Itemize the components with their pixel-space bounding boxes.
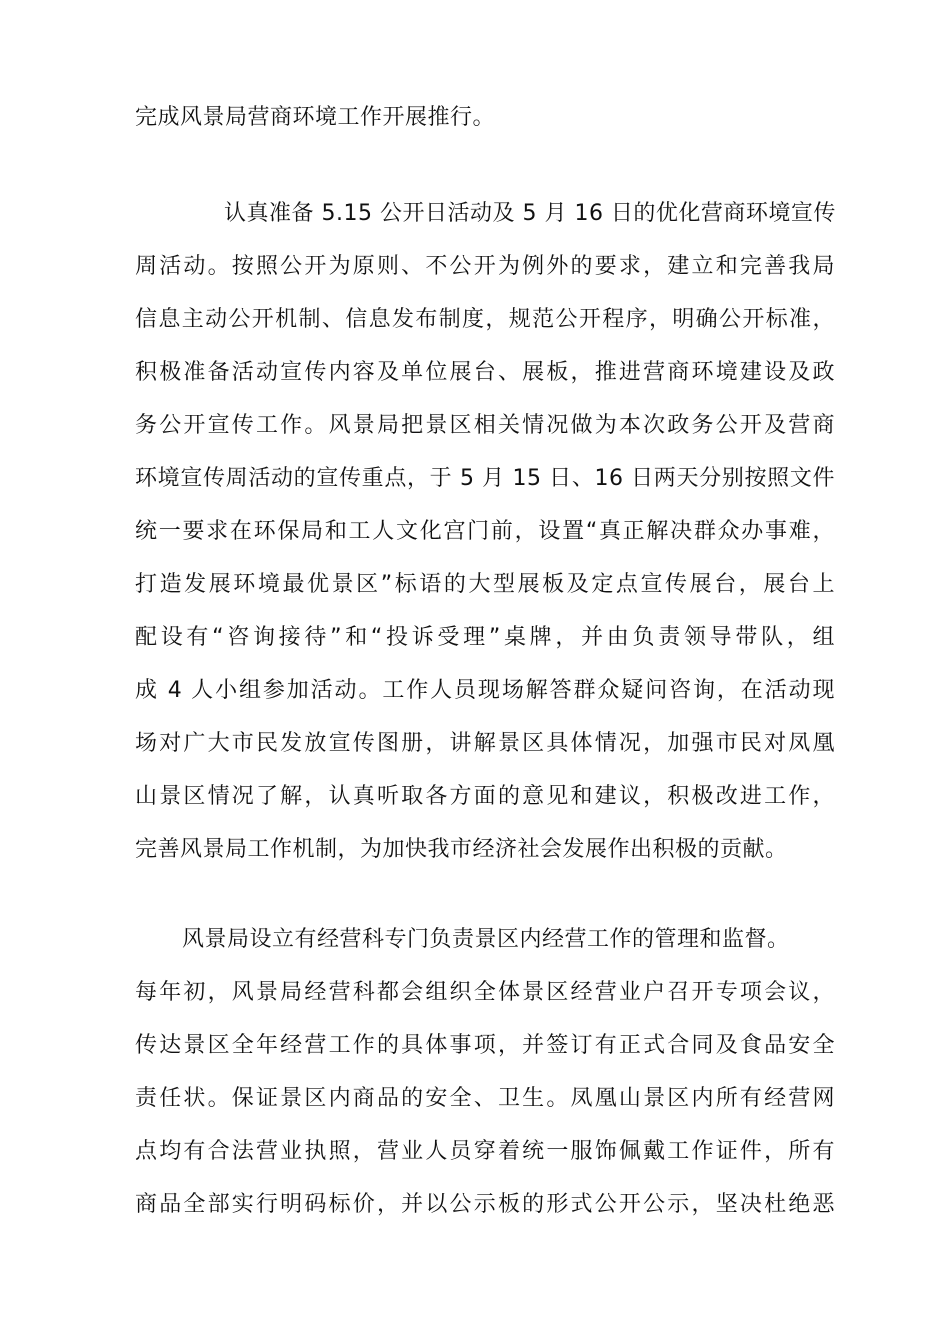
paragraph-2-line-11: 场对广大市民发放宣传图册，讲解景区具体情况，加强市民对凤凰	[135, 731, 835, 756]
paragraph-2-line-13: 完善风景局工作机制，为加快我市经济社会发展作出积极的贡献。	[135, 837, 788, 862]
paragraph-2-line-7: 统一要求在环保局和工人文化宫门前，设置“真正解决群众办事难，	[135, 519, 835, 544]
paragraph-3-line-6: 商品全部实行明码标价，并以公示板的形式公开公示，坚决杜绝恶	[135, 1192, 835, 1217]
paragraph-3-line-5: 点均有合法营业执照，营业人员穿着统一服饰佩戴工作证件，所有	[135, 1139, 835, 1164]
paragraph-2-line-4: 积极准备活动宣传内容及单位展台、展板，推进营商环境建设及政	[135, 360, 835, 385]
paragraph-2-line-1: 认真准备 5.15 公开日活动及 5 月 16 日的优化营商环境宣传	[224, 201, 836, 226]
paragraph-3-line-1: 风景局设立有经营科专门负责景区内经营工作的管理和监督。	[182, 927, 790, 952]
paragraph-2-line-5: 务公开宣传工作。风景局把景区相关情况做为本次政务公开及营商	[135, 413, 835, 438]
paragraph-3-line-4: 责任状。保证景区内商品的安全、卫生。凤凰山景区内所有经营网	[135, 1086, 835, 1111]
paragraph-3-line-2: 每年初，风景局经营科都会组织全体景区经营业户召开专项会议，	[135, 980, 835, 1005]
paragraph-2-line-10: 成 4 人小组参加活动。工作人员现场解答群众疑问咨询，在活动现	[135, 678, 835, 703]
paragraph-2-line-12: 山景区情况了解，认真听取各方面的意见和建议，积极改进工作，	[135, 784, 835, 809]
paragraph-2-line-2: 周活动。按照公开为原则、不公开为例外的要求，建立和完善我局	[135, 254, 835, 279]
paragraph-1-line-1: 完成风景局营商环境工作开展推行。	[135, 105, 496, 130]
paragraph-2-line-6: 环境宣传周活动的宣传重点，于 5 月 15 日、16 日两天分别按照文件	[135, 466, 835, 491]
paragraph-2-line-9: 配设有“咨询接待”和“投诉受理”桌牌，并由负责领导带队，组	[135, 625, 835, 650]
paragraph-2-line-3: 信息主动公开机制、信息发布制度，规范公开程序，明确公开标准，	[135, 307, 835, 332]
paragraph-3-line-3: 传达景区全年经营工作的具体事项，并签订有正式合同及食品安全	[135, 1033, 835, 1058]
paragraph-2-line-8: 打造发展环境最优景区”标语的大型展板及定点宣传展台，展台上	[135, 572, 835, 597]
